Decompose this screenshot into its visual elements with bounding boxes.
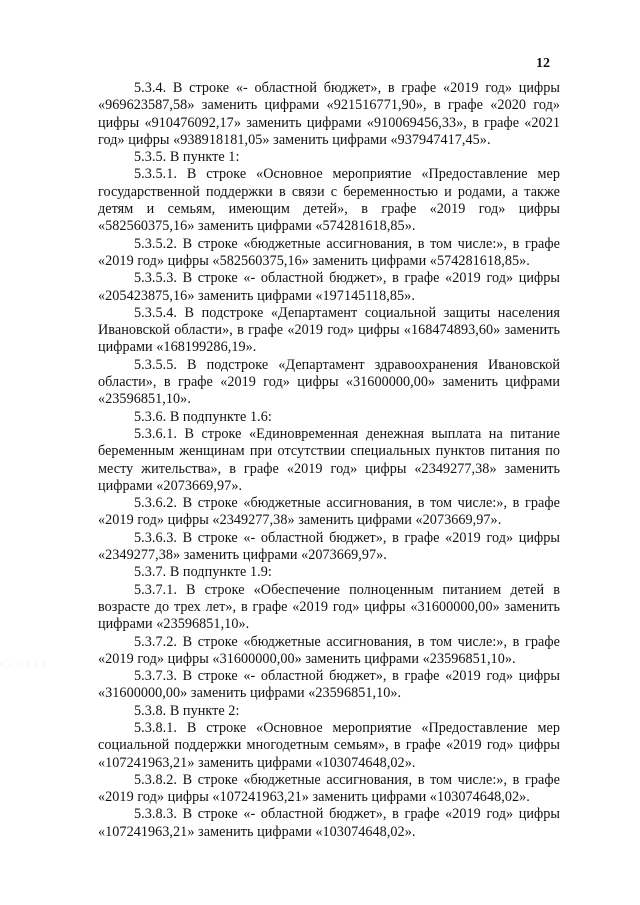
paragraph-5-3-7-2: 5.3.7.2. В строке «бюджетные ассигнования, в том числе:», в графе «2019 год» цифры «31600000,00» заменить цифрами «23596851,10».: [98, 633, 560, 667]
paragraph-5-3-5-1: 5.3.5.1. В строке «Основное мероприятие «Предоставление мер государственной поддержки в связи с беременностью и родами, а также детям и семьям, имеющим детей», в графе «2019 год» цифры «582560375,16» заменить цифрами «574281618,85».: [98, 166, 560, 235]
paragraph-5-3-6-2: 5.3.6.2. В строке «бюджетные ассигнования, в том числе:», в графе «2019 год» цифры «2349277,38» заменить цифрами «2073669,97».: [98, 495, 560, 529]
paragraph-5-3-8-3: 5.3.8.3. В строке «- областной бюджет», в графе «2019 год» цифры «107241963,21» заменить цифрами «103074648,02».: [98, 806, 560, 840]
paragraph-5-3-5: 5.3.5. В пункте 1:: [134, 149, 240, 166]
scan-artifact: · · · · · ·: [0, 660, 48, 669]
document-body: [98, 80, 560, 841]
paragraph-5-3-5-3: 5.3.5.3. В строке «- областной бюджет», в графе «2019 год» цифры «205423875,16» заменить цифрами «197145118,85».: [98, 270, 560, 304]
paragraph-5-3-6-1: 5.3.6.1. В строке «Единовременная денежная выплата на питание беременным женщинам при отсутствии специальных пунктов питания по месту жительства», в графе «2019 год» цифры «2349277,38» заменить цифрами «2073669,97».: [98, 425, 560, 494]
paragraph-5-3-6: 5.3.6. В подпункте 1.6:: [134, 408, 272, 425]
paragraph-5-3-6-3: 5.3.6.3. В строке «- областной бюджет», в графе «2019 год» цифры «2349277,38» заменить цифрами «2073669,97».: [98, 529, 560, 564]
paragraph-5-3-5-5: 5.3.5.5. В подстроке «Департамент здравоохранения Ивановской области», в графе «2019 год» цифры «31600000,00» заменить цифрами «23596851,10».: [98, 356, 560, 408]
paragraph-5-3-5-2: 5.3.5.2. В строке «бюджетные ассигнования, в том числе:», в графе «2019 год» цифры «582560375,16» заменить цифрами «574281618,85».: [98, 235, 560, 269]
paragraph-5-3-8: 5.3.8. В пункте 2:: [134, 702, 240, 719]
paragraph-5-3-8-2: 5.3.8.2. В строке «бюджетные ассигнования, в том числе:», в графе «2019 год» цифры «107241963,21» заменить цифрами «103074648,02».: [98, 771, 560, 806]
paragraph-5-3-7-1: 5.3.7.1. В строке «Обеспечение полноценным питанием детей в возрасте до трех лет», в графе «2019 год» цифры «31600000,00» заменить цифрами «23596851,10».: [98, 581, 560, 633]
paragraph-5-3-4: 5.3.4. В строке «- областной бюджет», в графе «2019 год» цифры «969623587,58» заменить цифрами «921516771,90», в графе «2020 год» цифры «910476092,17» заменить цифрами «910069456,33», в графе «2021 год» цифры «938918181,05» заменить цифрами «937947417,45».: [98, 80, 560, 148]
paragraph-5-3-8-1: 5.3.8.1. В строке «Основное мероприятие «Предоставление мер социальной поддержки многодетным семьям», в графе «2019 год» цифры «107241963,21» заменить цифрами «103074648,02».: [98, 719, 560, 771]
paragraph-5-3-7: 5.3.7. В подпункте 1.9:: [134, 564, 272, 581]
paragraph-5-3-5-4: 5.3.5.4. В подстроке «Департамент социальной защиты населения Ивановской области», в графе «2019 год» цифры «168474893,60» заменить цифрами «168199286,19».: [98, 304, 560, 356]
paragraph-5-3-7-3: 5.3.7.3. В строке «- областной бюджет», в графе «2019 год» цифры «31600000,00» заменить цифрами «23596851,10».: [98, 668, 560, 702]
page-number: 12: [536, 56, 550, 71]
